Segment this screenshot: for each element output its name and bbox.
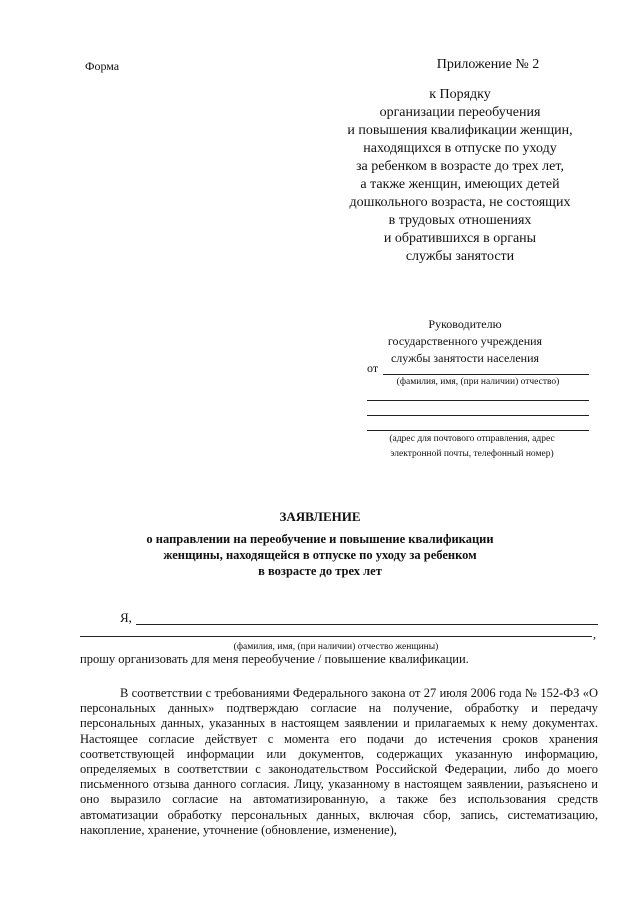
fio-hint: (фамилия, имя, (при наличии) отчество) — [396, 377, 560, 387]
recipient-block — [340, 316, 590, 367]
appendix-line: дошкольного возраста, не состоящих — [349, 195, 571, 210]
subtitle-line: женщины, находящейся в отпуске по уходу за ребенком — [163, 548, 477, 562]
appendix-block — [330, 56, 590, 266]
applicant-name-line-1[interactable] — [136, 624, 598, 625]
statement-title: ЗАЯВЛЕНИЕ — [279, 509, 361, 524]
appendix-line: организации переобучения — [379, 105, 541, 120]
address-hint-line: (адрес для почтового отправления, адрес — [389, 434, 555, 444]
form-label: Форма — [85, 59, 120, 73]
i-label: Я, — [120, 610, 132, 625]
appendix-title: Приложение № 2 — [436, 57, 540, 72]
appendix-line: в трудовых отношениях — [388, 213, 532, 228]
address-hint — [367, 432, 577, 462]
address-hint-line: электронной почты, телефонный номер) — [390, 449, 554, 459]
statement-subtitle — [80, 531, 560, 579]
address-line-1[interactable] — [367, 400, 589, 401]
from-label: от — [367, 361, 379, 375]
address-line-2[interactable] — [367, 415, 589, 416]
appendix-line: службы занятости — [405, 249, 515, 264]
subtitle-line: о направлении на переобучение и повышение квалификации — [146, 532, 494, 546]
applicant-name-line-2[interactable] — [80, 636, 592, 637]
appendix-line: и обратившихся в органы — [383, 231, 537, 246]
appendix-line: а также женщин, имеющих детей — [360, 177, 560, 192]
woman-fio-hint: (фамилия, имя, (при наличии) отчество женщины) — [233, 642, 439, 652]
appendix-line: находящихся в отпуске по уходу — [363, 141, 557, 156]
request-text: прошу организовать для меня переобучение / повышение квалификации. — [80, 652, 469, 666]
address-line-3[interactable] — [367, 430, 589, 431]
recipient-line: Руководителю — [428, 317, 502, 331]
line-comma: , — [593, 627, 596, 641]
appendix-line: за ребенком в возрасте до трех лет, — [356, 159, 564, 174]
appendix-line: к Порядку — [429, 87, 491, 102]
appendix-line: и повышения квалификации женщин, — [347, 123, 573, 138]
recipient-line: государственного учреждения — [387, 334, 543, 348]
subtitle-line: в возрасте до трех лет — [258, 564, 382, 578]
recipient-line: службы занятости населения — [390, 351, 540, 365]
consent-paragraph: В соответствии с требованиями Федерального закона от 27 июля 2006 года № 152-ФЗ «О персональных данных» подтверждаю согласие на получение, обработку и передачу персональных данных, указанных в настоящем заявлении и прилагаемых к нему документах. Настоящее согласие действует с момента его подачи до истечения сроков хранения соответствующей информации или документов, содержащих указанную информацию, определяемых в соответствии с законодательством Российской Федерации, либо до моего письменного отзыва данного согласия. Лицу, указанному в настоящем заявлении, разъяснено и оно выразило согласие на автоматизированную, а также без использования средств автоматизации обработку персональных данных, включая сбор, запись, систематизацию, накопление, хранение, уточнение (обновление, изменение), — [80, 686, 598, 837]
